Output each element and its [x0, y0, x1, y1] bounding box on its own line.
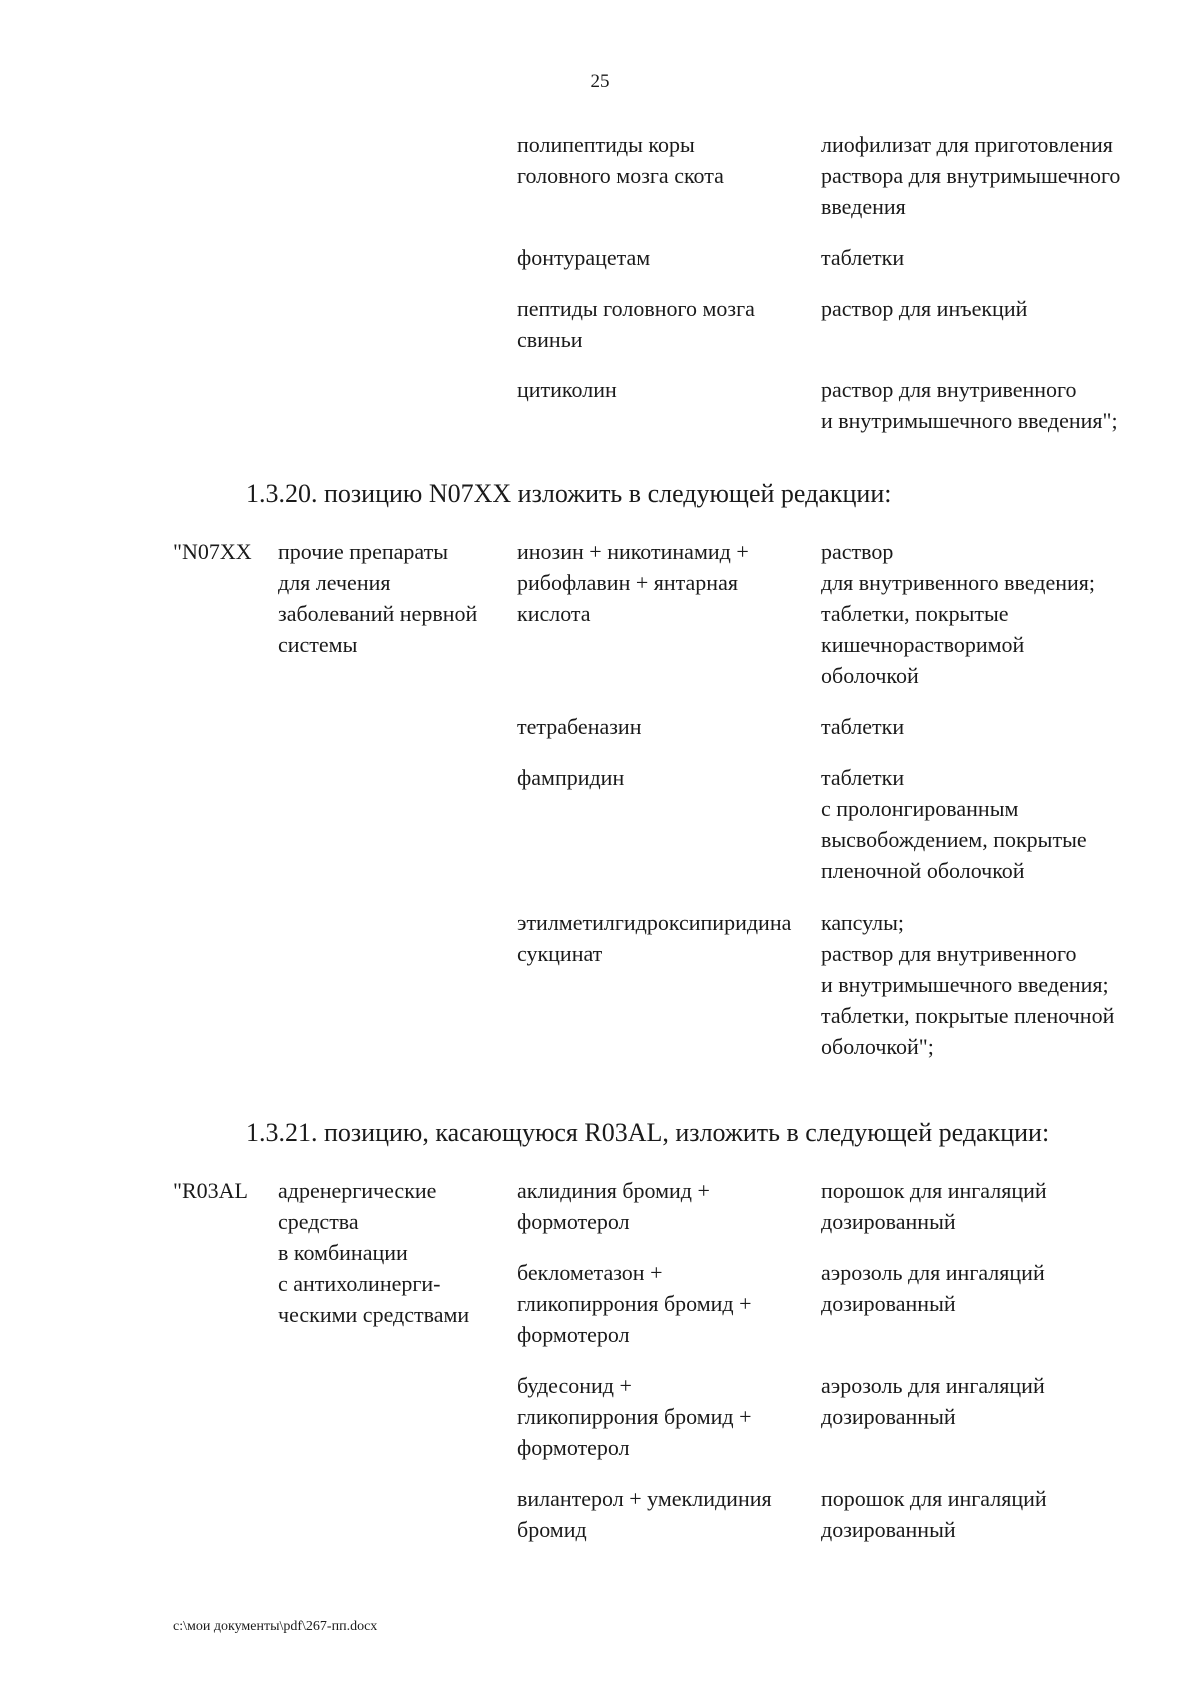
dosage-form: капсулы; раствор для внутривенного и внутримышечного введения; таблетки, покрытые пленочной оболочкой";	[821, 910, 1115, 1059]
atc-group: адренергические средства в комбинации с антихолинерги- ческими средствами	[278, 1178, 470, 1327]
dosage-form: лиофилизат для приготовления раствора для внутримышечного введения	[821, 132, 1121, 219]
drug-name: полипептиды коры головного мозга скота	[517, 132, 724, 188]
section-heading: 1.3.20. позицию N07XX изложить в следующей редакции:	[246, 479, 892, 508]
dosage-form: раствор для инъекций	[821, 296, 1028, 321]
dosage-form: таблетки с пролонгированным высвобождением, покрытые пленочной оболочкой	[821, 765, 1087, 883]
drug-name: фонтурацетам	[517, 245, 651, 270]
drug-name: вилантерол + умеклидиния бромид	[517, 1486, 772, 1542]
drug-name: цитиколин	[517, 377, 617, 402]
drug-name: тетрабеназин	[517, 714, 642, 739]
atc-code: "N07XX	[173, 539, 252, 564]
dosage-form: таблетки	[821, 245, 905, 270]
dosage-form: аэрозоль для ингаляций дозированный	[821, 1373, 1045, 1429]
dosage-form: порошок для ингаляций дозированный	[821, 1486, 1047, 1542]
drug-name: фампридин	[517, 765, 625, 790]
drug-name: инозин + никотинамид + рибофлавин + янтарная кислота	[517, 539, 749, 626]
atc-group: прочие препараты для лечения заболеваний нервной системы	[278, 539, 478, 657]
file-path-footer: c:\мои документы\pdf\267-пп.docx	[173, 1619, 378, 1634]
dosage-form: раствор для внутривенного введения; таблетки, покрытые кишечнорастворимой оболочкой	[821, 539, 1096, 688]
drug-name: аклидиния бромид + формотерол	[517, 1178, 710, 1234]
drug-name: пептиды головного мозга свиньи	[517, 296, 755, 352]
atc-code: "R03AL	[173, 1178, 248, 1203]
dosage-form: раствор для внутривенного и внутримышечного введения";	[821, 377, 1118, 433]
section-heading: 1.3.21. позицию, касающуюся R03AL, изложить в следующей редакции:	[246, 1118, 1050, 1147]
drug-name: беклометазон + гликопиррония бромид + формотерол	[517, 1260, 752, 1347]
dosage-form: порошок для ингаляций дозированный	[821, 1178, 1047, 1234]
dosage-form: аэрозоль для ингаляций дозированный	[821, 1260, 1045, 1316]
dosage-form: таблетки	[821, 714, 905, 739]
drug-name: будесонид + гликопиррония бромид + формотерол	[517, 1373, 752, 1460]
drug-name: этилметилгидроксипиридина сукцинат	[517, 910, 792, 966]
page-number: 25	[590, 71, 610, 92]
